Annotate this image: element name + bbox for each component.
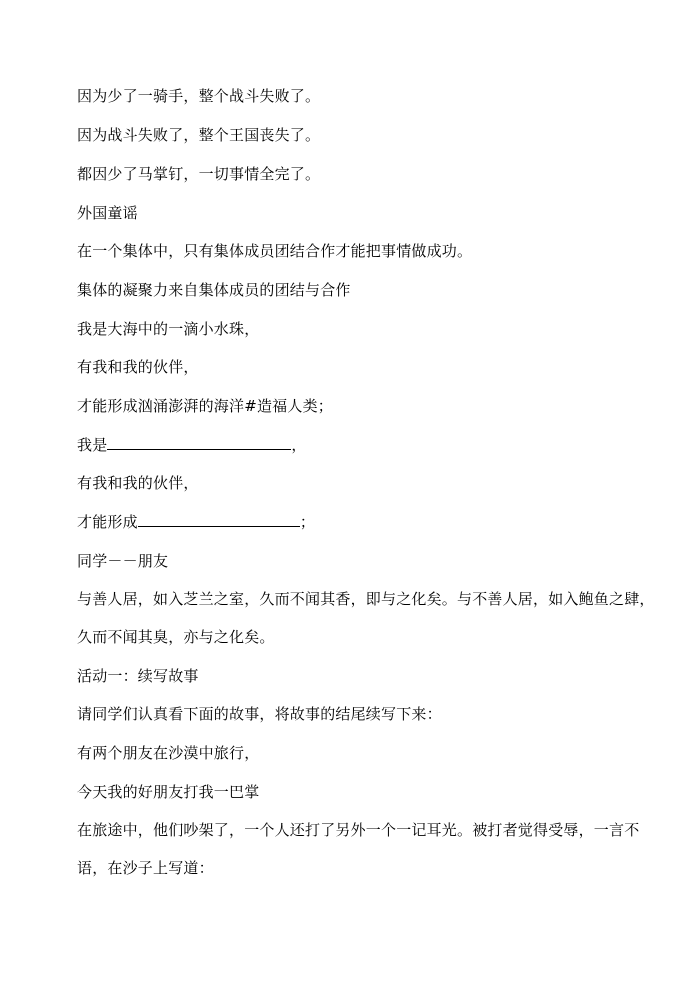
fill-in-line — [77, 512, 315, 532]
text-line: 有我和我的伙伴， — [77, 474, 199, 492]
text-line: 集体的凝聚力来自集体成员的团结与合作 — [77, 281, 351, 299]
text-line: 在旅途中，他们吵架了，一个人还打了另外一个一记耳光。被打者觉得受辱，一言不 — [77, 821, 640, 839]
text-line: 因为少了一骑手，整个战斗失败了。 — [77, 87, 321, 105]
text-line: 我是大海中的一滴小水珠， — [77, 320, 260, 338]
section-heading: 外国童谣 — [77, 204, 138, 222]
text-line: 语，在沙子上写道： — [77, 859, 214, 877]
text-line: 在一个集体中，只有集体成员团结合作才能把事情做成功。 — [77, 242, 473, 260]
fill-in-suffix: ； — [299, 513, 316, 531]
text-line: 因为战斗失败了，整个王国丧失了。 — [77, 126, 321, 144]
fill-in-prefix: 才能形成 — [77, 513, 138, 531]
text-line: 久而不闻其臭，亦与之化矣。 — [77, 628, 275, 646]
text-line: 都因少了马掌钉，一切事情全完了。 — [77, 165, 321, 183]
fill-in-line — [77, 435, 307, 455]
section-heading: 同学－－朋友 — [77, 552, 169, 570]
text-line: 今天我的好朋友打我一巴掌 — [77, 783, 260, 801]
text-line: 才能形成汹涌澎湃的海洋#造福人类； — [77, 397, 333, 415]
text-line: 有我和我的伙伴， — [77, 358, 199, 376]
text-line: 与善人居，如入芝兰之室，久而不闻其香，即与之化矣。与不善人居，如入鲍鱼之肆， — [77, 590, 655, 608]
fill-in-prefix: 我是 — [77, 436, 108, 454]
text-line: 有两个朋友在沙漠中旅行， — [77, 744, 260, 762]
section-heading: 活动一：续写故事 — [77, 667, 199, 685]
text-line: 请同学们认真看下面的故事，将故事的结尾续写下来： — [77, 705, 442, 723]
fill-in-suffix: ， — [291, 436, 307, 454]
fill-in-blank[interactable] — [107, 435, 291, 450]
fill-in-blank[interactable] — [138, 512, 300, 527]
